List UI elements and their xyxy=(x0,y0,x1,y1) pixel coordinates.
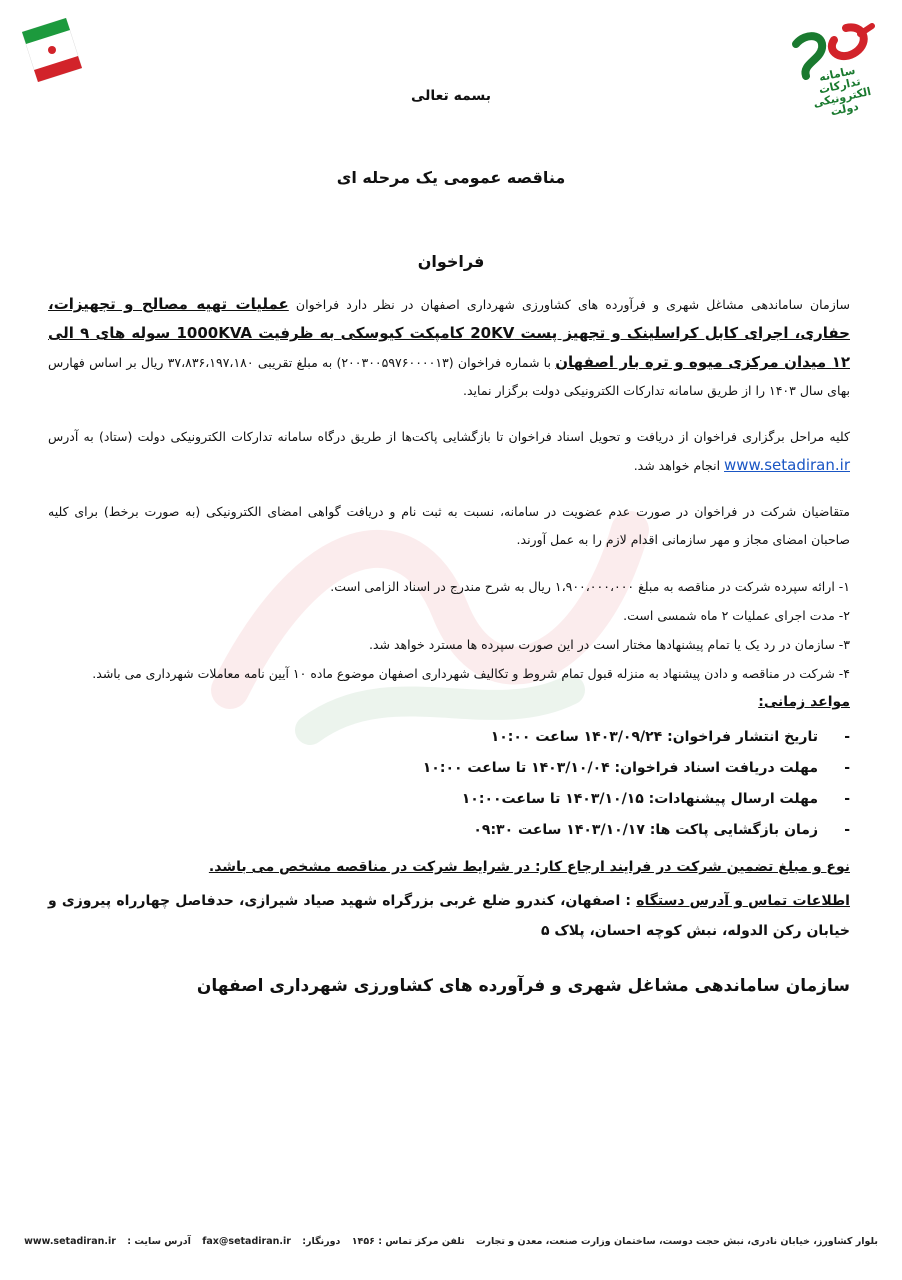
process-tail: انجام خواهد شد. xyxy=(633,458,725,473)
footer-site[interactable]: www.setadiran.ir xyxy=(24,1236,116,1247)
list-item: ۳- سازمان در رد یک یا تمام پیشنهادها مختار است در این صورت سپرده ها مسترد خواهد شد. xyxy=(368,637,850,652)
schedule-heading: مواعد زمانی: xyxy=(758,694,850,710)
guarantee-note xyxy=(48,854,850,880)
contact-info xyxy=(48,886,850,946)
basmala-heading: بسمه تعالی xyxy=(410,88,492,104)
footer-fax[interactable]: fax@setadiran.ir xyxy=(202,1236,291,1247)
page-subtitle: فراخوان xyxy=(417,252,485,271)
page-title: مناقصه عمومی یک مرحله ای xyxy=(336,168,566,187)
footer-phone: تلفن مرکز تماس : ۱۴۵۶ xyxy=(351,1236,465,1247)
list-item: - مهلت ارسال پیشنهادات: ۱۴۰۳/۱۰/۱۵ تا ساعت۱۰:۰۰ xyxy=(48,784,818,815)
process-lead: کلیه مراحل برگزاری فراخوان از دریافت و تحویل اسناد فراخوان تا بازگشایی پاکت‌ها از طریق درگاه سامانه تدارکات الکترونیکی دولت (ستاد) به آدرس xyxy=(48,429,850,444)
list-item: - تاریخ انتشار فراخوان: ۱۴۰۳/۰۹/۲۴ ساعت ۱۰:۰۰ xyxy=(48,722,818,753)
contact-sep: : xyxy=(620,893,637,909)
list-item: - مهلت دریافت اسناد فراخوان: ۱۴۰۳/۱۰/۰۴ تا ساعت ۱۰:۰۰ xyxy=(48,753,818,784)
page-footer xyxy=(20,1236,882,1247)
setad-link[interactable]: www.setadiran.ir xyxy=(724,456,850,474)
intro-rest: با شماره فراخوان (۲۰۰۳۰۰۵۹۷۶۰۰۰۰۱۳) به مبلغ تقریبی ۳۷،۸۳۶،۱۹۷،۱۸۰ ریال بر اساس فهارس بهای سال ۱۴۰۳ را از طریق سامانه تدارکات الکترونیکی دولت برگزار نماید. xyxy=(48,355,850,398)
footer-address: بلوار کشاورز، خیابان نادری، نبش حجت دوست، ساختمان وزارت صنعت، معدن و تجارت xyxy=(475,1236,878,1247)
guarantee-text: نوع و مبلغ تضمین شرکت در فرایند ارجاع کار: در شرایط شرکت در مناقصه مشخص می باشد. xyxy=(208,859,850,875)
document-body xyxy=(48,290,850,1000)
iran-flag-icon xyxy=(22,18,82,82)
list-item: ۲- مدت اجرای عملیات ۲ ماه شمسی است. xyxy=(623,608,850,623)
organization-name: سازمان ساماندهی مشاغل شهری و فرآورده های کشاورزی شهرداری اصفهان xyxy=(196,976,850,996)
list-item: ۱- ارائه سپرده شرکت در مناقصه به مبلغ ۱،۹۰۰،۰۰۰،۰۰۰ ریال به شرح مندرج در اسناد الزامی است. xyxy=(330,579,850,594)
logo-caption: سامانه تدارکات الکترونیکی دولت xyxy=(812,63,873,119)
intro-paragraph xyxy=(48,290,850,405)
list-item: - زمان بازگشایی پاکت ها: ۱۴۰۳/۱۰/۱۷ ساعت ۰۹:۳۰ xyxy=(48,815,818,846)
applicants-paragraph: متقاضیان شرکت در فراخوان در صورت عدم عضویت در سامانه، نسبت به ثبت نام و دریافت گواهی امضای الکترونیکی (به صورت برخط) برای کلیه صاحبان امضای مجاز و مهر سازمانی اقدام لازم را به عمل آورند. xyxy=(48,504,850,547)
list-item: ۴- شرکت در مناقصه و دادن پیشنهاد به منزله قبول تمام شروط و تکالیف شهرداری اصفهان موضوع ماده ۱۰ آیین نامه معاملات شهرداری می باشد. xyxy=(92,666,850,681)
conditions-list xyxy=(48,572,850,688)
intro-lead: سازمان ساماندهی مشاغل شهری و فرآورده های کشاورزی شهرداری اصفهان در نظر دارد فراخوان xyxy=(288,297,851,312)
project-title: عملیات تهیه مصالح و تجهیزات، حفاری، اجرای کابل کراسلینک و تجهیز پست 20KV کامپکت کیوسکی به ظرفیت 1000KVA سوله های ۹ الی ۱۲ میدان مرکزی میوه و تره بار اصفهان xyxy=(48,295,850,371)
footer-fax-label: دورنگار: xyxy=(302,1236,341,1247)
contact-address: اصفهان، کندرو ضلع غربی بزرگراه شهید صیاد شیرازی، حدفاصل چهارراه پیروزی و خیابان رکن الدوله، نبش کوچه احسان، پلاک ۵ xyxy=(48,893,850,939)
schedule-list xyxy=(48,722,850,846)
contact-label: اطلاعات تماس و آدرس دستگاه xyxy=(636,893,850,909)
footer-site-label: آدرس سایت : xyxy=(127,1236,191,1247)
process-paragraph xyxy=(48,423,850,480)
